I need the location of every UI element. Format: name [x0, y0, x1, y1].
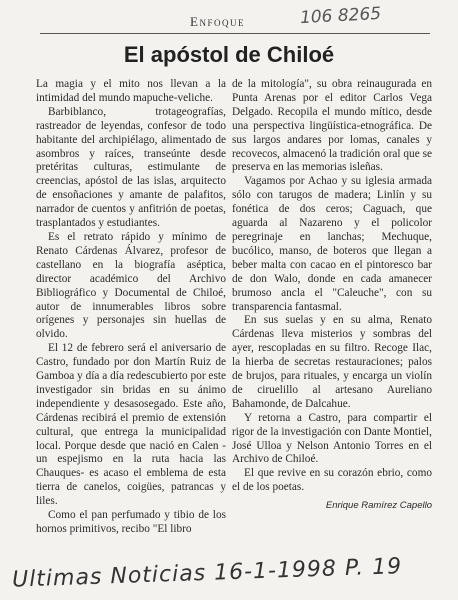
paragraph: Como el pan perfumado y tibio de los hornos primitivos, recibo "El libro — [36, 509, 226, 535]
right-column — [232, 78, 432, 513]
author-signature: Enrique Ramírez Capello — [325, 500, 432, 512]
paragraph: Vagamos por Achao y su iglesia armada sólo con tarugos de madera; Linlín y su fonética de dos ceros; Caguach, que aguarda al Nazareno y el policolor peregrinaje en lanchas; Mechuque, bucólico, manso, de boteros que llegan a beber malta con cacao en el pintoresco bar de don Walo, donde en cada amanecer brumoso ancla el "Caleuche", con su transparencia fantasmal. — [232, 175, 432, 313]
paragraph: de la mitología", su obra reinaugurada en Punta Arenas por el editor Carlos Vega Delgado. Recopila el mundo mítico, desde una perspectiva lingüística-etnográfica. De sus largos andares por lomas, canales y recovecos, almacenó la tradición oral que se preserva en las memorias isleñas. — [232, 78, 432, 174]
paragraph: La magia y el mito nos llevan a la intimidad del mundo mapuche-veliche. — [36, 78, 226, 104]
section-header: Enfoque — [190, 14, 245, 29]
paragraph: Y retorna a Castro, para compartir el rigor de la investigación con Dante Montiel, José Ulloa y Nelson Antonio Torres en el Archivo de Chiloé. — [232, 411, 432, 466]
handwritten-source-note: Ultimas Noticias 16-1-1998 P. 19 — [11, 554, 403, 593]
left-column — [36, 78, 226, 537]
paragraph: En sus suelas y en su alma, Renato Cárdenas lleva misterios y sombras del ayer, rescopladas en su filtro. Recoge Ilac, la hierba de secretas restauraciones; palos de brujos, para rituales, y encarga un violín de ciruelillo al artesano Aureliano Bahamonde, de Dalcahue. — [232, 314, 432, 410]
article-title: El apóstol de Chiloé — [123, 42, 335, 67]
header-divider — [40, 33, 430, 34]
paragraph: Barbiblanco, trotageografías, rastreador de leyendas, confesor de todo habitante del archipiélago, alimentado de asombros y raíces, transeúnte desde pretéritas culturas, estimulante de creencias, apóstol de las islas, arquitecto de ensoñaciones y amante de palafitos, narrador de cuentos y anfitrión de poetas, trasplantados y estudiantes. — [36, 105, 226, 230]
paragraph: El 12 de febrero será el aniversario de Castro, fundado por don Martín Ruiz de Gamboa y día a día redescubierto por este investigador sin bridas en su ánimo independiente y desasosegado. Este año, Cárdenas recibirá el premio de extensión cultural, que entrega la municipalidad local. Porque desde que nació en Calen -un espejismo en la ruta hacia las Chauques- es acaso el emblema de esta tierra de canelos, coigües, patrancas y liles. — [36, 342, 226, 508]
paragraph: Es el retrato rápido y mínimo de Renato Cárdenas Álvarez, profesor de castellano en la biografía aséptica, director académico del Archivo Bibliográfico y Documental de Chiloé, autor de innumerables libros sobre orígenes y personajes sin huellas de olvido. — [36, 230, 226, 341]
handwritten-note: 106 8265 — [299, 3, 382, 29]
paragraph: El que revive en su corazón ebrio, como el de los poetas. — [232, 467, 432, 494]
